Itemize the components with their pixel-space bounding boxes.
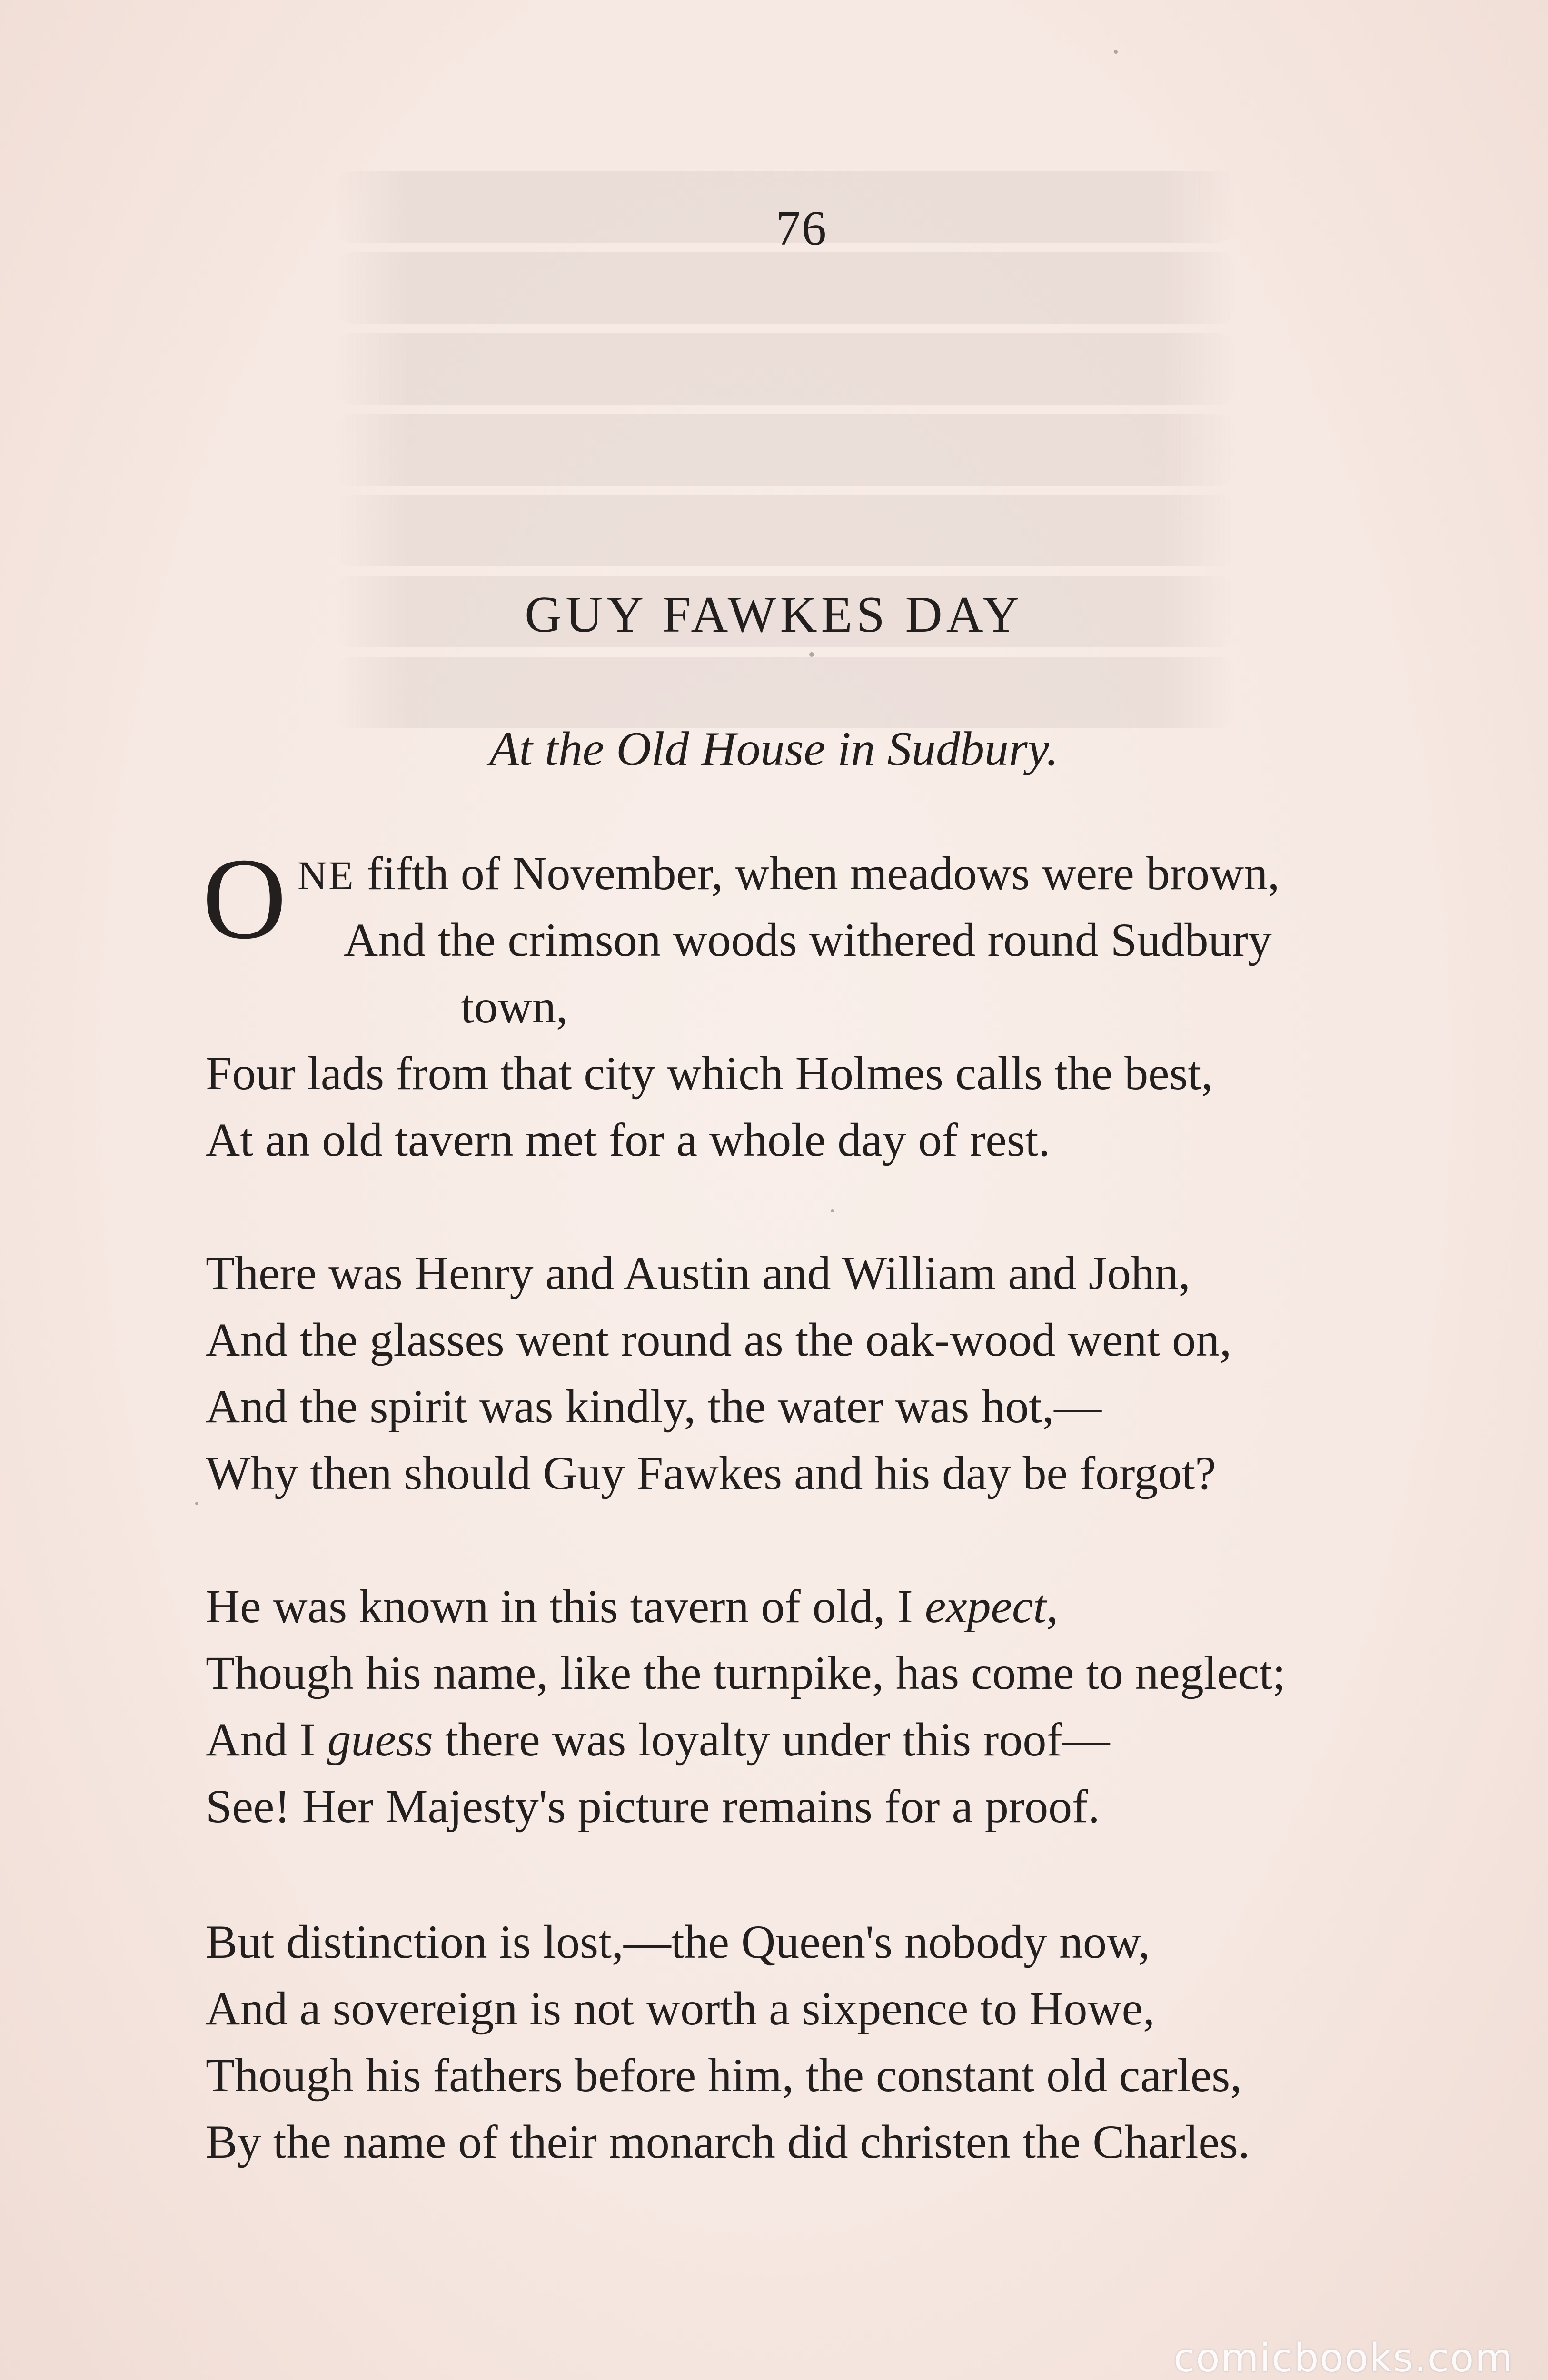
poem-line: Why then should Guy Fawkes and his day be forgot? <box>206 1447 1216 1499</box>
poem-line: There was Henry and Austin and William and John, <box>206 1247 1191 1299</box>
poem-line: Four lads from that city which Holmes calls the best, <box>206 1047 1213 1100</box>
line-text: there was loyalty under this roof— <box>433 1713 1110 1766</box>
poem-line: And the crimson woods withered round Sudbury <box>344 913 1272 966</box>
poem-line: And the glasses went round as the oak-wood went on, <box>206 1313 1232 1366</box>
line-text: And I <box>206 1713 327 1766</box>
poem-line: At an old tavern met for a whole day of rest. <box>206 1113 1051 1166</box>
paper-speck <box>1114 50 1118 54</box>
poem-subtitle: At the Old House in Sudbury. <box>489 722 1059 776</box>
paper-speck <box>831 1209 834 1212</box>
small-caps-text: NE <box>298 853 355 898</box>
poem-line <box>298 847 1280 900</box>
italic-word: guess <box>327 1713 433 1766</box>
poem-line: town, <box>461 980 568 1033</box>
italic-word: expect <box>924 1580 1047 1633</box>
poem-line: By the name of their monarch did christen the Charles. <box>206 2115 1250 2168</box>
paper-speck <box>809 652 814 657</box>
poem-line: And a sovereign is not worth a sixpence to Howe, <box>206 1982 1155 2035</box>
poem-title: GUY FAWKES DAY <box>525 586 1023 643</box>
poem-line: But distinction is lost,—the Queen's nobody now, <box>206 1915 1150 1968</box>
line-text: He was known in this tavern of old, I <box>206 1580 925 1633</box>
poem-line: Though his fathers before him, the constant old carles, <box>206 2049 1242 2102</box>
poem-line: See! Her Majesty's picture remains for a proof. <box>206 1780 1100 1833</box>
poem-line <box>206 1713 1110 1766</box>
line-text: fifth of November, when meadows were brown, <box>355 847 1280 900</box>
watermark: comicbooks.com <box>1173 2336 1514 2380</box>
drop-cap: O <box>202 834 287 963</box>
paper-speck <box>195 1502 198 1505</box>
page-number: 76 <box>776 201 827 256</box>
poem-line <box>206 1580 1059 1633</box>
line-text: , <box>1046 1580 1059 1633</box>
bleed-through-text <box>333 171 1238 790</box>
poem-line: And the spirit was kindly, the water was hot,— <box>206 1380 1102 1433</box>
poem-line: Though his name, like the turnpike, has come to neglect; <box>206 1646 1286 1699</box>
